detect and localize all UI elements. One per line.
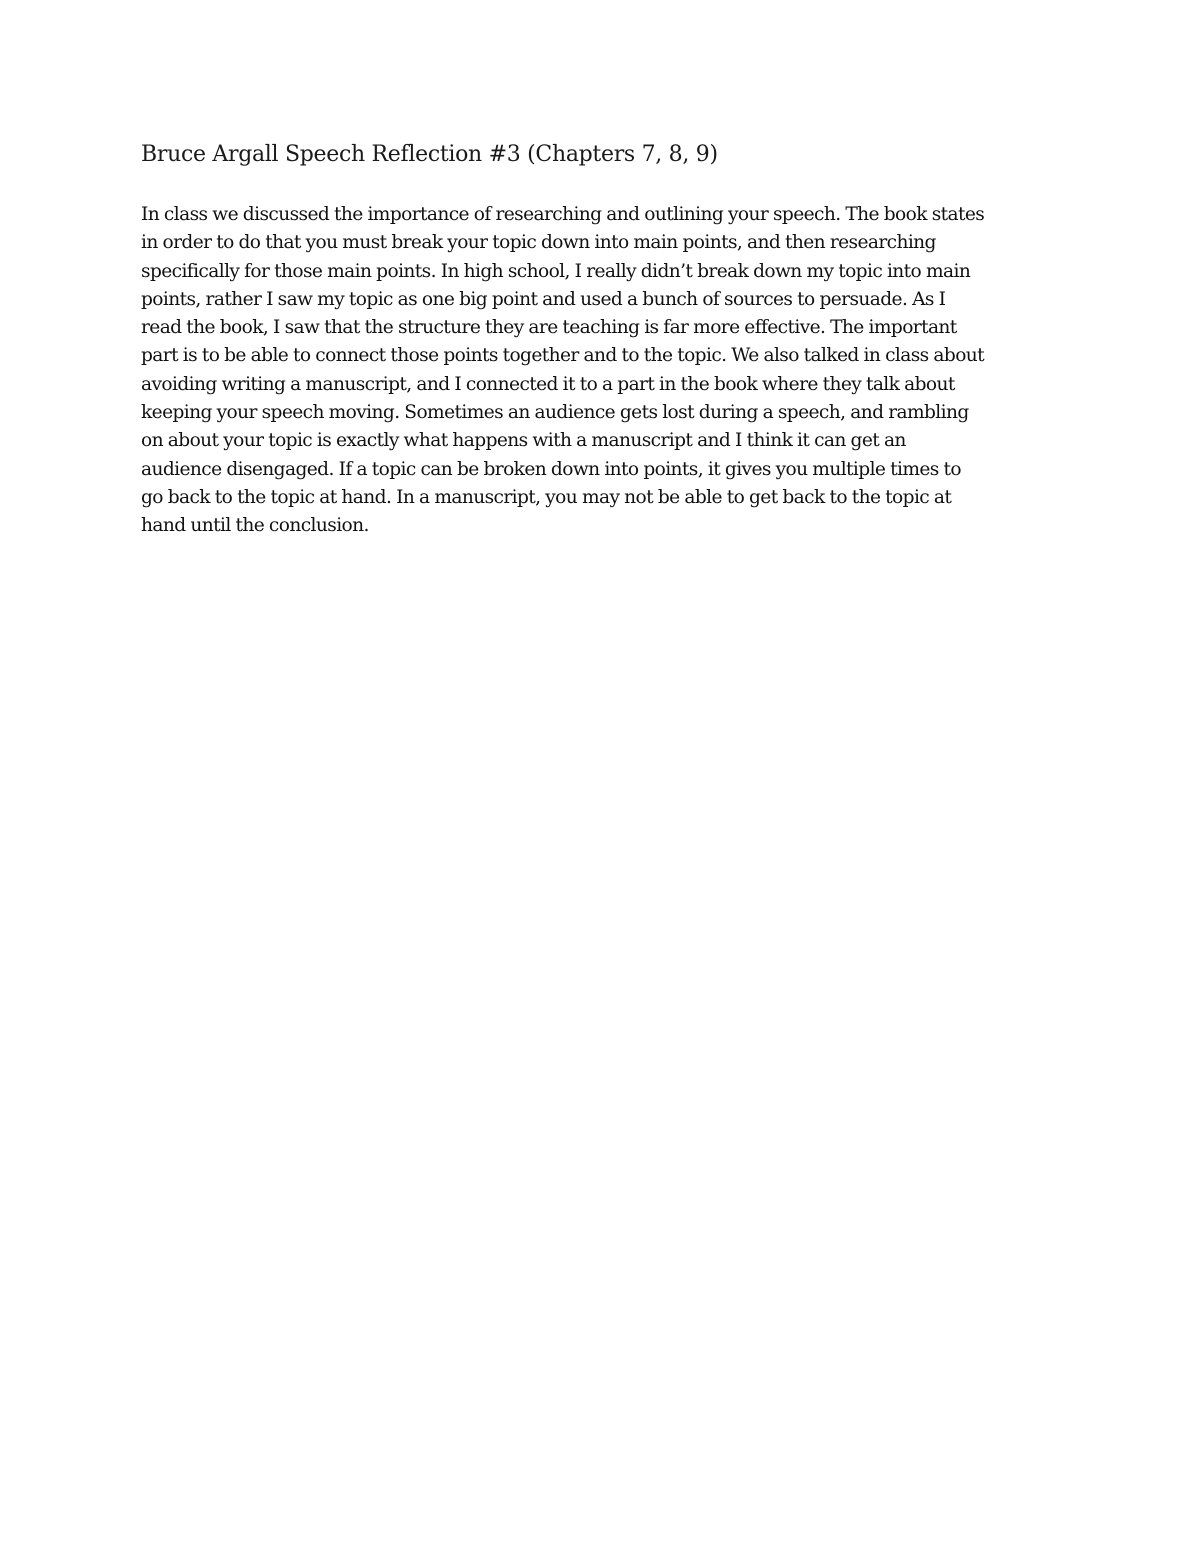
document-body xyxy=(141,201,1061,541)
body-line: go back to the topic at hand. In a manuscript, you may not be able to get back to the topic at xyxy=(141,486,952,508)
body-line: avoiding writing a manuscript, and I connected it to a part in the book where they talk about xyxy=(141,373,955,395)
body-line: part is to be able to connect those points together and to the topic. We also talked in class about xyxy=(141,345,985,367)
body-line: points, rather I saw my topic as one big point and used a bunch of sources to persuade. As I xyxy=(141,288,946,310)
body-line: specifically for those main points. In high school, I really didn’t break down my topic into main xyxy=(141,260,971,282)
body-line: hand until the conclusion. xyxy=(141,515,369,537)
body-line: in order to do that you must break your topic down into main points, and then researching xyxy=(141,232,936,254)
body-line: In class we discussed the importance of researching and outlining your speech. The book states xyxy=(141,204,985,225)
body-line: audience disengaged. If a topic can be broken down into points, it gives you multiple times to xyxy=(141,458,962,480)
body-line: on about your topic is exactly what happens with a manuscript and I think it can get an xyxy=(141,430,906,452)
document-title: Bruce Argall Speech Reflection #3 (Chapters 7, 8, 9) xyxy=(141,142,718,167)
body-line: read the book, I saw that the structure they are teaching is far more effective. The important xyxy=(141,317,957,339)
body-line: keeping your speech moving. Sometimes an audience gets lost during a speech, and rambling xyxy=(141,402,969,424)
